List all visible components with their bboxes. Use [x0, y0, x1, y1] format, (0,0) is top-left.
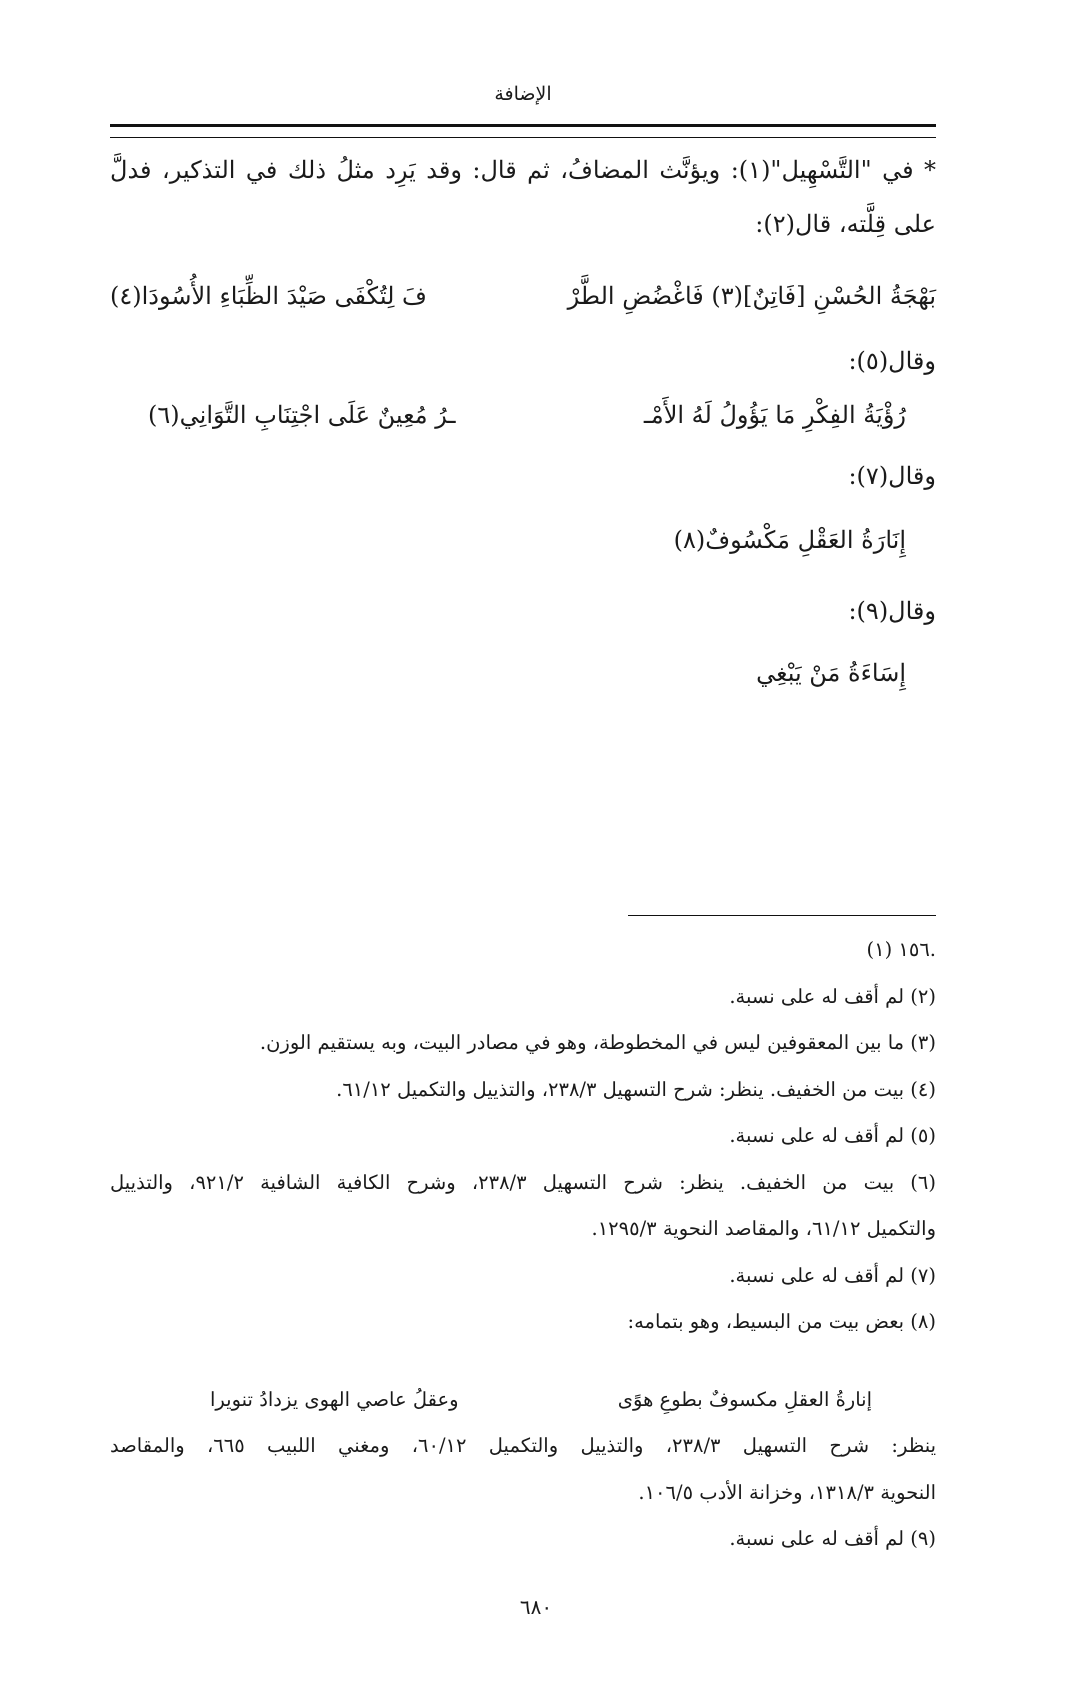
footnote-6-line-2: والتكميل ٦١/١٢، والمقاصد النحوية ١٢٩٥/٣.: [591, 1217, 936, 1240]
verse-1-second-hemistich: فَ لِتُكْفَى صَيْدَ الظِّبَاءِ الأُسُودَا(٤): [110, 282, 427, 310]
verse-2-second-hemistich: ـرُ مُعِينٌ عَلَى اجْتِنَابِ التَّوَانِي(٦): [148, 401, 456, 429]
body-paragraph-1: * في "التَّسْهِيل"(١): ويؤنَّث المضافُ، ثم قال: وقد يَرِد مثلُ ذلك في التذكير، فدلَّ: [110, 156, 937, 184]
header-rule-thick: [110, 124, 936, 127]
verse-3: إِنَارَةُ العَقْلِ مَكْسُوفٌ(٨): [673, 526, 906, 554]
footnote-7: (٧) لم أقف له على نسبة.: [729, 1264, 936, 1287]
footnote-2: (٢) لم أقف له على نسبة.: [729, 985, 936, 1008]
qal-line-1: وقال(٥):: [848, 347, 936, 375]
footnote-6-line-1: (٦) بيت من الخفيف. ينظر: شرح التسهيل ٢٣٨/٣، وشرح الكافية الشافية ٩٢١/٢، والتذييل: [110, 1171, 937, 1194]
footnote-1: (١) ١٥٦.: [866, 938, 936, 961]
verse-2-first-hemistich: رُؤْيَةُ الفِكْرِ مَا يَؤُولُ لَهُ الأَمْـ: [643, 401, 906, 429]
body-paragraph-2: على قِلَّته، قال(٢):: [755, 210, 936, 238]
footnote-4: (٤) بيت من الخفيف. ينظر: شرح التسهيل ٢٣٨/٣، والتذييل والتكميل ٦١/١٢.: [336, 1078, 936, 1101]
footnote-3: (٣) ما بين المعقوفين ليس في المخطوطة، وهو في مصادر البيت، وبه يستقيم الوزن.: [259, 1031, 936, 1054]
verse-4: إِسَاءَةُ مَنْ يَبْغِي: [756, 659, 906, 687]
verse-1-first-hemistich: بَهْجَةُ الحُسْنِ [فَاتِنٌ](٣) فَاغْضُضِ الطَّرْ: [567, 282, 936, 310]
footnote-8-verse-second: وعقلُ عاصي الهوى يزدادُ تنويرا: [210, 1388, 459, 1411]
page-number: ٦٨٠: [519, 1595, 553, 1619]
footnote-8-line-1: (٨) بعض بيت من البسيط، وهو بتمامه:: [627, 1310, 936, 1333]
running-header: الإضافة: [494, 83, 552, 105]
footnote-5: (٥) لم أقف له على نسبة.: [729, 1124, 936, 1147]
qal-line-3: وقال(٩):: [848, 597, 936, 625]
footnote-8-verse-first: إنارةُ العقلِ مكسوفٌ بطوعِ هوًى: [617, 1388, 872, 1411]
header-rule-thin: [110, 137, 936, 138]
footnote-8-line-3: النحوية ١٣١٨/٣، وخزانة الأدب ١٠٦/٥.: [638, 1481, 936, 1504]
footnote-separator: [628, 915, 936, 916]
qal-line-2: وقال(٧):: [848, 462, 936, 490]
footnote-8-line-2: ينظر: شرح التسهيل ٢٣٨/٣، والتذييل والتكميل ٦٠/١٢، ومغني اللبيب ٦٦٥، والمقاصد: [110, 1434, 937, 1457]
footnote-9: (٩) لم أقف له على نسبة.: [729, 1527, 936, 1550]
